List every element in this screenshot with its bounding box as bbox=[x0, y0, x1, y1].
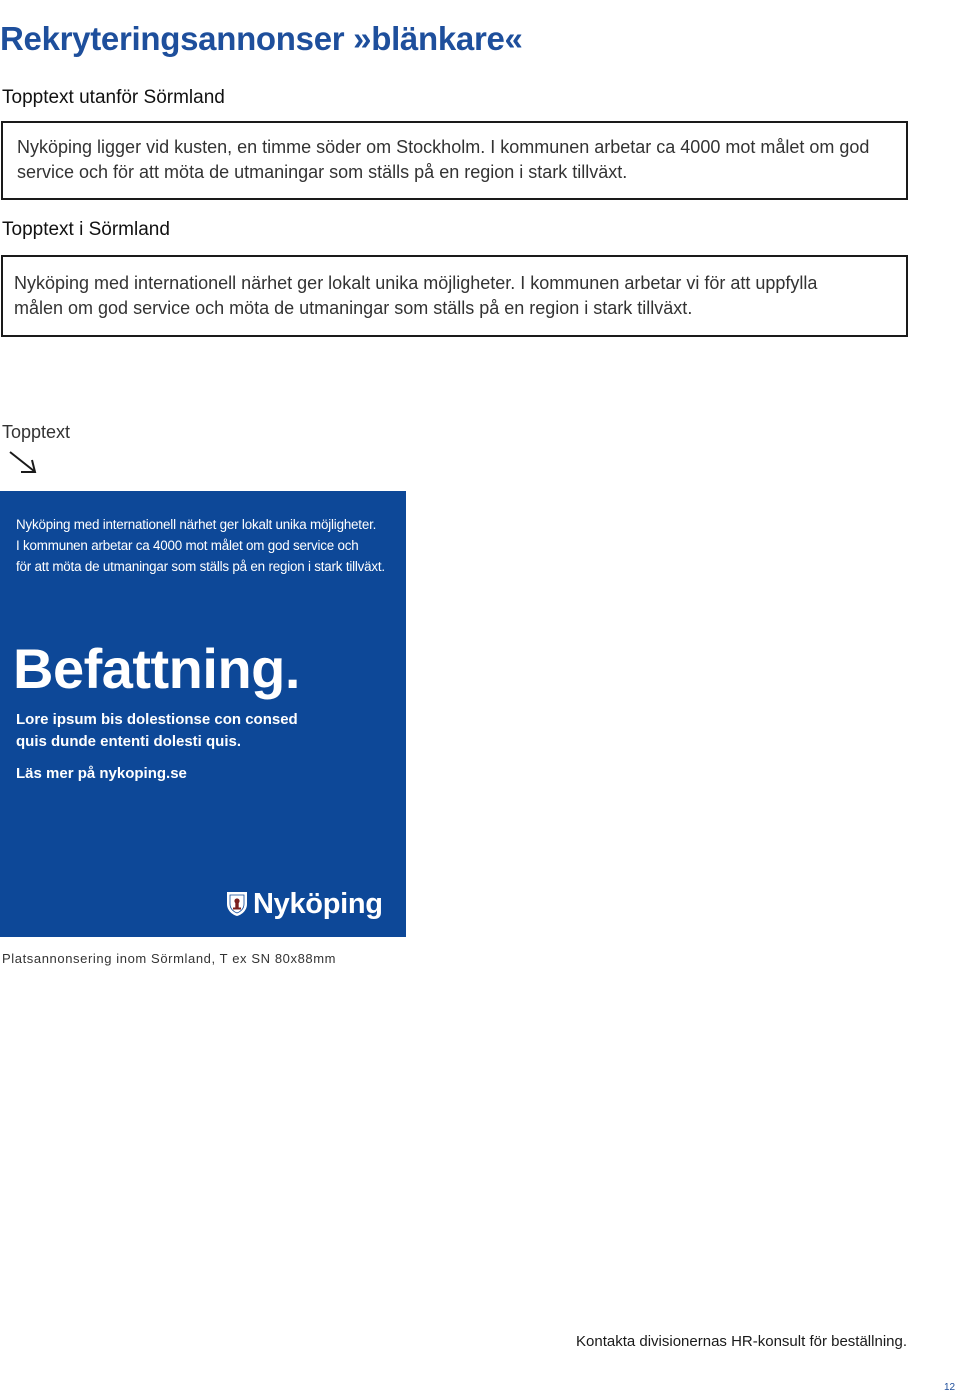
topptext-label: Topptext bbox=[2, 422, 71, 442]
nykoping-logo bbox=[226, 888, 383, 920]
text-line: Nyköping med internationell närhet ger lokalt unika möjligheter. I kommunen arbetar vi för att uppfylla bbox=[14, 273, 818, 293]
ad-intro-line: I kommunen arbetar ca 4000 mot målet om god service och bbox=[16, 538, 359, 553]
footer-note: Kontakta divisionernas HR-konsult för beställning. bbox=[576, 1333, 908, 1350]
ad-intro-line: Nyköping med internationell närhet ger lokalt unika möjligheter. bbox=[16, 517, 377, 532]
text-box-outside bbox=[1, 121, 908, 200]
text-line: service och för att möta de utmaningar som ställs på en region i stark tillväxt. bbox=[17, 162, 628, 182]
ad-description bbox=[16, 709, 298, 753]
ad-link[interactable]: Läs mer på nykoping.se bbox=[16, 765, 187, 782]
ad-headline: Befattning. bbox=[13, 637, 300, 700]
section-heading-inside: Topptext i Sörmland bbox=[2, 219, 170, 240]
ad-caption: Platsannonsering inom Sörmland, T ex SN 80x88mm bbox=[2, 951, 337, 966]
section-heading-outside: Topptext utanför Sörmland bbox=[2, 87, 225, 108]
ad-description-line: Lore ipsum bis dolestionse con consed bbox=[16, 711, 298, 728]
ad-intro bbox=[16, 514, 401, 577]
ad-intro-line: för att möta de utmaningar som ställs på en region i stark tillväxt. bbox=[16, 559, 385, 574]
page-title: Rekryteringsannonser »blänkare« bbox=[0, 20, 523, 58]
coat-of-arms-icon bbox=[226, 891, 248, 917]
ad-example bbox=[0, 491, 406, 937]
text-box-inside bbox=[1, 255, 908, 337]
page-number: 12 bbox=[944, 1382, 956, 1393]
logo-text: Nyköping bbox=[253, 887, 383, 920]
text-line: Nyköping ligger vid kusten, en timme söder om Stockholm. I kommunen arbetar ca 4000 mot målet om god bbox=[17, 137, 870, 157]
arrow-down-right-icon bbox=[8, 449, 40, 477]
text-line: målen om god service och möta de utmaningar som ställs på en region i stark tillväxt. bbox=[14, 298, 693, 318]
ad-description-line: quis dunde ententi dolesti quis. bbox=[16, 733, 242, 750]
